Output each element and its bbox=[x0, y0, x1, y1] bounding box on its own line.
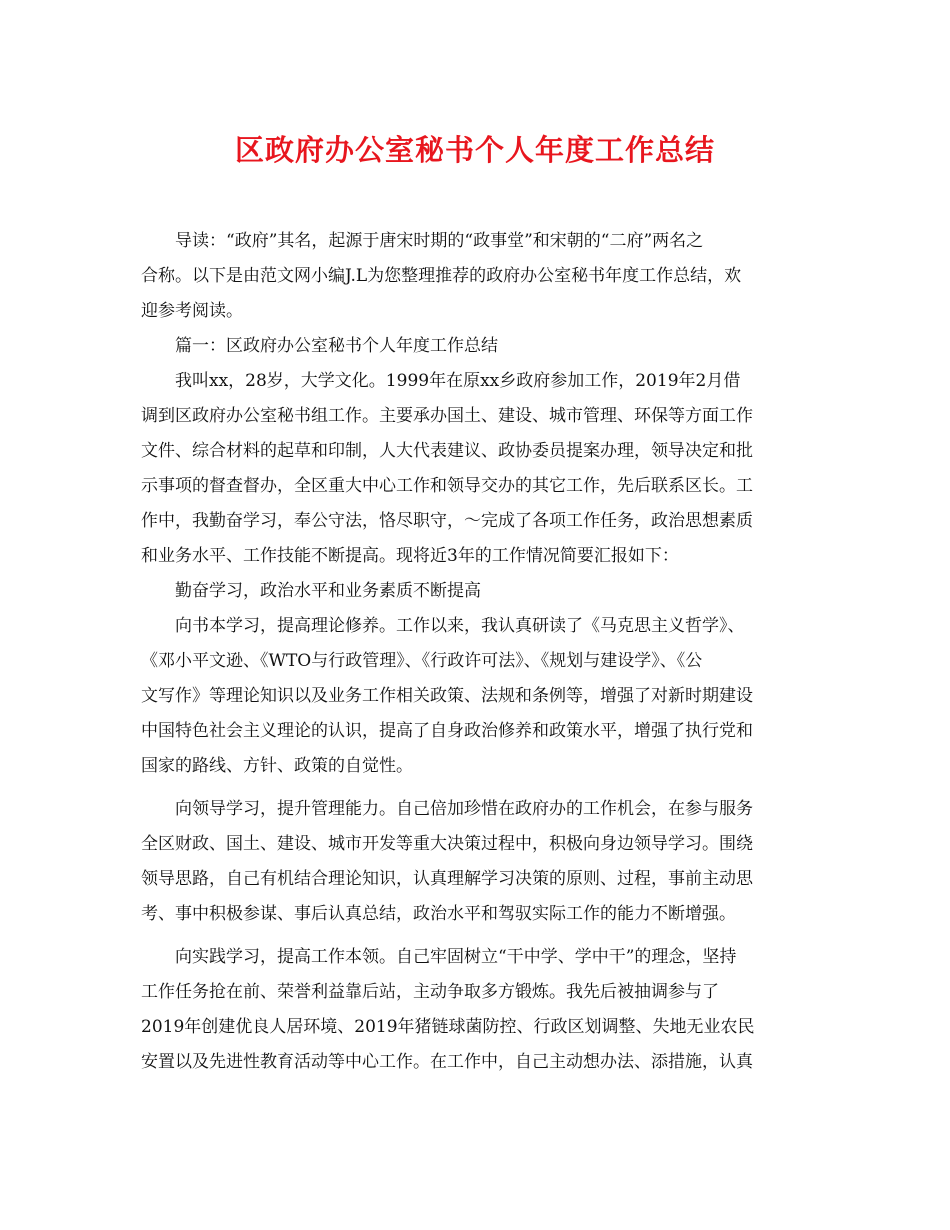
body-line: 我叫xx，28岁，大学文化。1999年在原xx乡政府参加工作，2019年2月借 bbox=[175, 371, 741, 391]
document-body bbox=[141, 224, 811, 1080]
body-line: 全区财政、国土、建设、城市开发等重大决策过程中，积极向身边领导学习。围绕 bbox=[141, 834, 753, 854]
body-line: 作中，我勤奋学习，奉公守法，恪尽职守，～完成了各项工作任务，政治思想素质 bbox=[141, 511, 753, 531]
body-line: 合称。以下是由范文网小编J.L为您整理推荐的政府办公室秘书年度工作总结，欢 bbox=[141, 266, 742, 286]
body-line: 工作任务抢在前、荣誉利益靠后站，主动争取多方锻炼。我先后被抽调参与了 bbox=[141, 982, 719, 1002]
body-line: 示事项的督查督办，全区重大中心工作和领导交办的其它工作，先后联系区长。工 bbox=[141, 476, 753, 496]
body-line: 《邓小平文逊、《WTO与行政管理》、《行政许可法》、《规划与建设学》、《公 bbox=[141, 651, 703, 671]
body-line: 勤奋学习，政治水平和业务素质不断提高 bbox=[175, 581, 481, 601]
body-line: 调到区政府办公室秘书组工作。主要承办国土、建设、城市管理、环保等方面工作 bbox=[141, 406, 753, 426]
document-title: 区政府办公室秘书个人年度工作总结 bbox=[234, 133, 715, 167]
body-line: 迎参考阅读。 bbox=[141, 301, 243, 321]
body-line: 向实践学习，提高工作本领。自己牢固树立“干中学、学中干”的理念，坚持 bbox=[175, 947, 737, 967]
body-line: 文写作》等理论知识以及业务工作相关政策、法规和条例等，增强了对新时期建设 bbox=[141, 686, 753, 706]
body-line: 和业务水平、工作技能不断提高。现将近3年的工作情况简要汇报如下： bbox=[141, 546, 679, 566]
body-line: 篇一：区政府办公室秘书个人年度工作总结 bbox=[175, 336, 498, 356]
body-line: 文件、综合材料的起草和印制，人大代表建议、政协委员提案办理，领导决定和批 bbox=[141, 441, 753, 461]
body-line: 安置以及先进性教育活动等中心工作。在工作中，自己主动想办法、添措施，认真 bbox=[141, 1052, 753, 1072]
body-line: 中国特色社会主义理论的认识，提高了自身政治修养和政策水平，增强了执行党和 bbox=[141, 721, 753, 741]
body-line: 考、事中积极参谋、事后认真总结，政治水平和驾驭实际工作的能力不断增强。 bbox=[141, 904, 736, 924]
body-line: 领导思路，自己有机结合理论知识，认真理解学习决策的原则、过程，事前主动思 bbox=[141, 869, 753, 889]
body-line: 导读：“政府”其名，起源于唐宋时期的“政事堂”和宋朝的“二府”两名之 bbox=[175, 231, 704, 251]
body-line: 向书本学习，提高理论修养。工作以来，我认真研读了《马克思主义哲学》、 bbox=[175, 616, 745, 636]
body-line: 国家的路线、方针、政策的自觉性。 bbox=[141, 756, 413, 776]
body-line: 向领导学习，提升管理能力。自己倍加珍惜在政府办的工作机会，在参与服务 bbox=[175, 799, 753, 819]
body-line: 2019年创建优良人居环境、2019年猪链球菌防控、行政区划调整、失地无业农民 bbox=[141, 1017, 755, 1037]
